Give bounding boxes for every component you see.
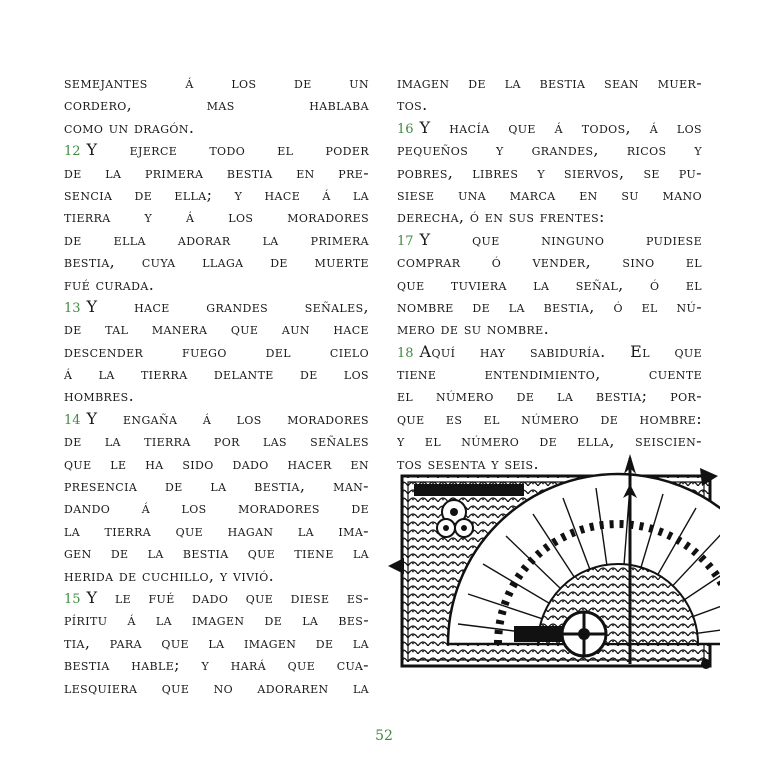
text-line (64, 139, 369, 161)
right-text-column (397, 72, 702, 475)
line-text: la tierra que hagan la ima- (64, 520, 369, 540)
line-text: de tal manera que aun hace (64, 319, 369, 339)
text-line (64, 430, 369, 452)
line-text: nombre de la bestia, ó el nú- (397, 296, 702, 316)
line-text: semejantes á los de un (64, 73, 369, 92)
text-line (64, 318, 369, 340)
text-line (64, 677, 369, 699)
text-line (64, 229, 369, 251)
text-line (64, 609, 369, 631)
line-text: comprar ó vender, sino el (397, 252, 702, 272)
text-line (64, 408, 369, 430)
line-text: á la tierra delante de los (64, 364, 369, 384)
text-line (64, 497, 369, 519)
page-number: 52 (375, 728, 393, 744)
text-line (397, 318, 702, 340)
text-line (64, 94, 369, 116)
line-text: Aquí hay sabiduría. El que (419, 341, 702, 361)
line-text: como un dragón. (64, 117, 195, 137)
text-line (64, 542, 369, 564)
text-line (64, 72, 369, 94)
text-line (397, 408, 702, 430)
line-text: siese una marca en su mano (397, 184, 702, 204)
verse-number: 14 (64, 412, 81, 428)
text-line (64, 453, 369, 475)
text-line (397, 72, 702, 94)
line-text: tiene entendimiento, cuente (397, 364, 702, 384)
line-text: y el número de ella, seiscien- (397, 431, 702, 451)
text-line (64, 520, 369, 542)
text-line (64, 117, 369, 139)
text-line (64, 206, 369, 228)
text-line (397, 251, 702, 273)
text-line (64, 363, 369, 385)
line-text: descender fuego del cielo (64, 341, 369, 361)
line-text: derecha, ó en sus frentes: (397, 207, 605, 227)
verse-number: 13 (64, 300, 81, 316)
text-line (397, 117, 702, 139)
line-text: de ella adorar la primera (64, 229, 369, 249)
text-line (397, 385, 702, 407)
line-text: Y le fué dado que diese es- (86, 587, 369, 607)
line-text: de la primera bestia en pre- (64, 162, 369, 182)
line-text: tos sesenta y seis. (397, 453, 539, 473)
line-text: Y hace grandes señales, (86, 296, 369, 316)
line-text: pequeños y grandes, ricos y (397, 140, 702, 160)
verse-number: 17 (397, 233, 414, 249)
text-line (64, 251, 369, 273)
verse-number: 15 (64, 591, 81, 607)
text-line (397, 162, 702, 184)
text-line (397, 296, 702, 318)
line-text: cordero, mas hablaba (64, 95, 369, 115)
text-line (397, 184, 702, 206)
text-line (64, 632, 369, 654)
text-line (397, 206, 702, 228)
line-text: presencia de la bestia, man- (64, 476, 369, 496)
line-text: el número de la bestia; por- (397, 386, 702, 406)
line-text: tos. (397, 95, 428, 115)
line-text: imagen de la bestia sean muer- (397, 73, 702, 92)
line-text: tia, para que la imagen de la (64, 632, 369, 652)
line-text: píritu á la imagen de la bes- (64, 610, 369, 630)
text-line (64, 274, 369, 296)
line-text: dando á los moradores de (64, 498, 369, 518)
line-text: sencia de ella; y hace á la (64, 184, 369, 204)
line-text: gen de la bestia que tiene la (64, 543, 369, 563)
text-line (64, 341, 369, 363)
text-line (64, 475, 369, 497)
verse-number: 18 (397, 345, 414, 361)
line-text: Y hacía que á todos, á los (419, 117, 702, 137)
line-text: bestia, cuya llaga de muerte (64, 252, 369, 272)
text-line (64, 565, 369, 587)
line-text: hombres. (64, 386, 135, 406)
line-text: que le ha sido dado hacer en (64, 453, 369, 473)
text-line (397, 139, 702, 161)
text-line (64, 162, 369, 184)
line-text: lesquiera que no adoraren la (64, 677, 369, 697)
line-text: que tuviera la señal, ó el (397, 274, 702, 294)
line-text: que es el número de hombre: (397, 408, 702, 428)
line-text: pobres, libres y siervos, se pu- (397, 162, 702, 182)
verse-number: 12 (64, 144, 81, 160)
woodcut-ornament-icon (388, 454, 720, 676)
text-line (397, 430, 702, 452)
text-line (397, 341, 702, 363)
verse-number: 16 (397, 121, 414, 137)
text-line (64, 654, 369, 676)
text-line (397, 274, 702, 296)
text-line (64, 587, 369, 609)
text-line (64, 296, 369, 318)
line-text: tierra y á los moradores (64, 207, 369, 227)
text-line (64, 184, 369, 206)
text-line (397, 94, 702, 116)
text-line (397, 363, 702, 385)
line-text: bestia hable; y hará que cua- (64, 655, 369, 675)
line-text: mero de su nombre. (397, 319, 550, 339)
line-text: de la tierra por las señales (64, 431, 369, 451)
line-text: fué curada. (64, 274, 155, 294)
left-text-column (64, 72, 369, 699)
line-text: herida de cuchillo, y vivió. (64, 565, 275, 585)
text-line (64, 385, 369, 407)
line-text: Y que ninguno pudiese (419, 229, 702, 249)
line-text: Y ejerce todo el poder (86, 140, 369, 160)
text-line (397, 229, 702, 251)
line-text: Y engaña á los moradores (86, 408, 369, 428)
